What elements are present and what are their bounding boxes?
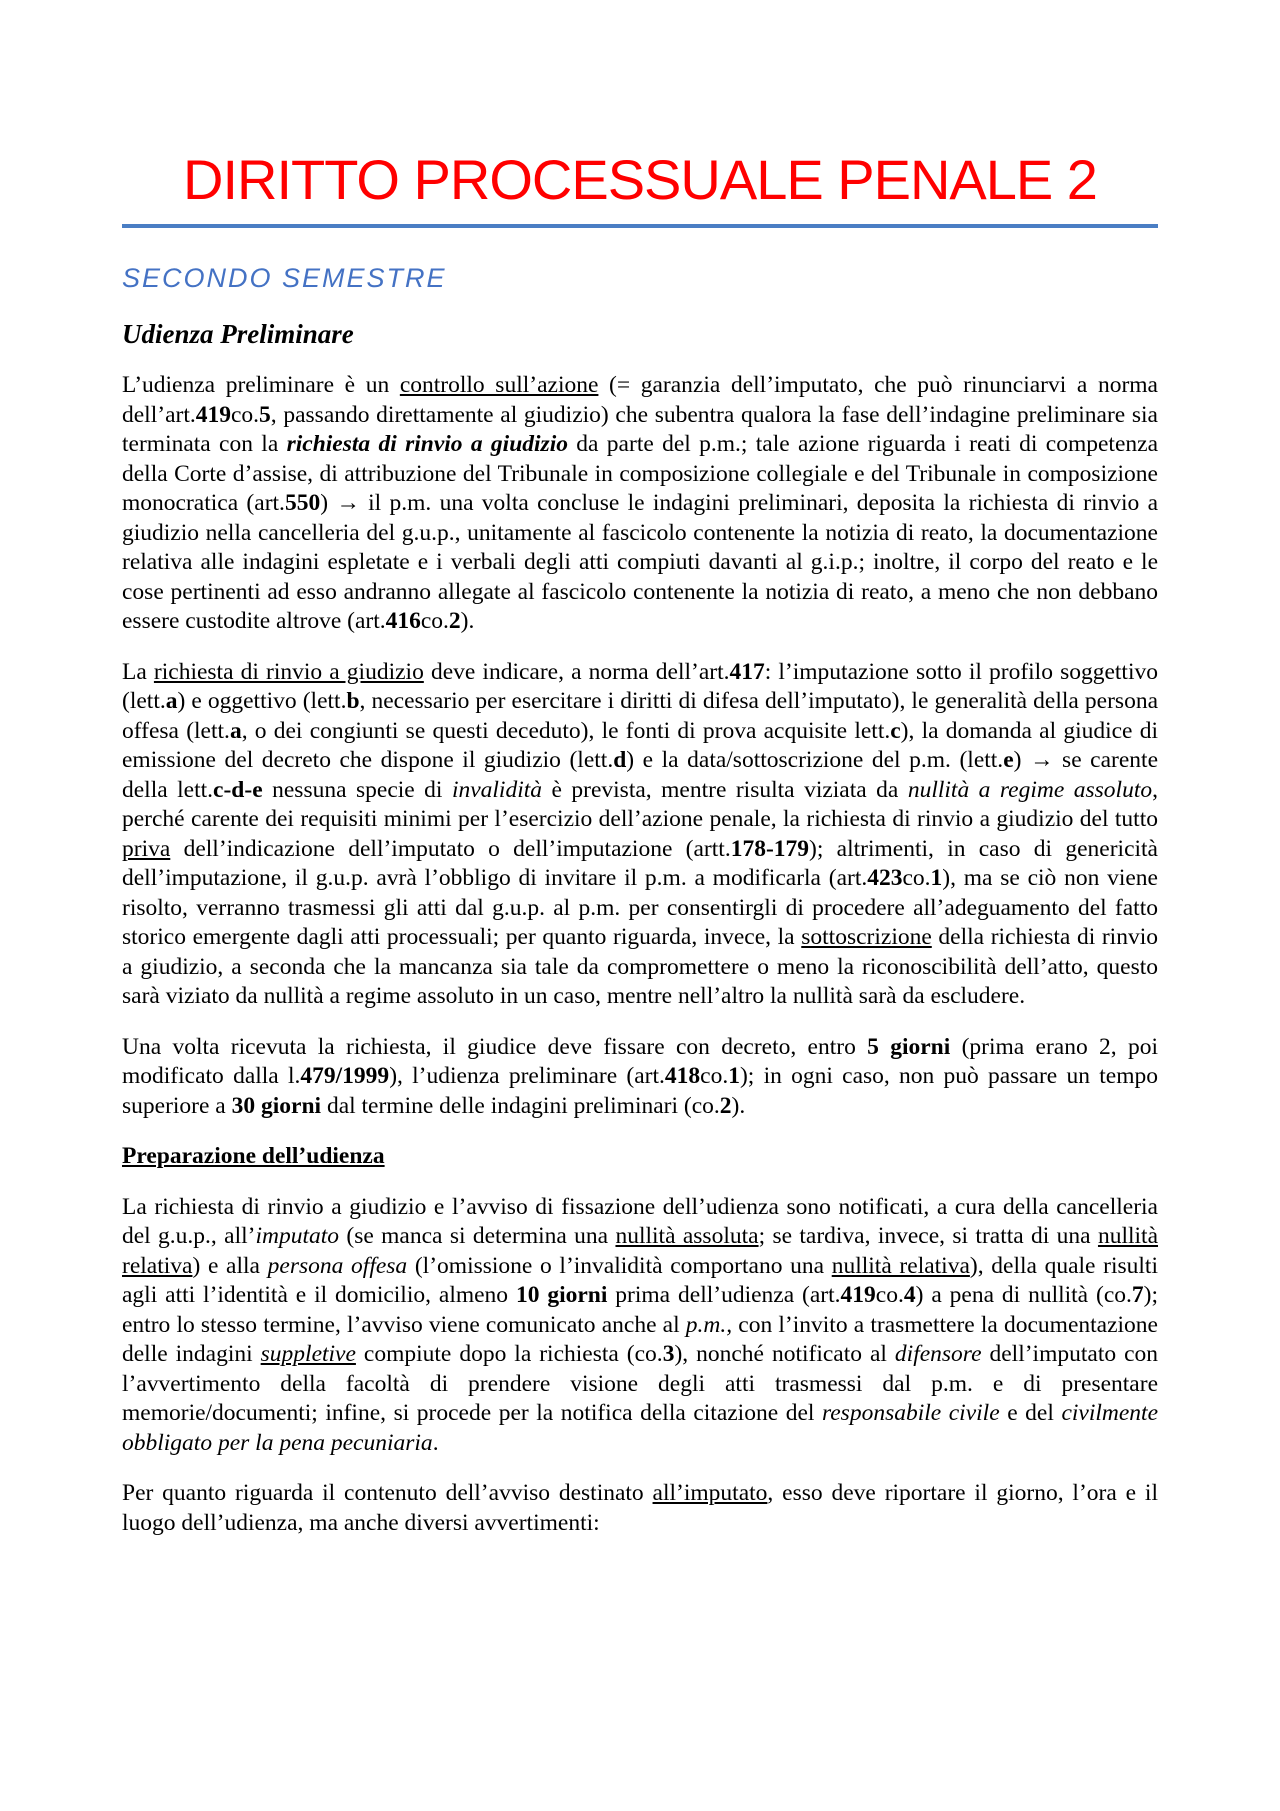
text-run: , necessario per esercitare i diritti di difesa dell’imputato), le generalità della persona offesa (lett. [122,688,1158,744]
text-run: 1 [728,1063,740,1089]
text-run: richiesta di rinvio a giudizio [153,658,424,685]
text-run: nullità assoluta [615,1223,759,1249]
text-run: co. [420,608,449,634]
text-run: ) e oggettivo (lett. [177,688,347,714]
text-run: ), la domanda al giudice di emissione del decreto che dispone il giudizio (lett. [122,717,1158,773]
text-run: 423 [867,865,903,891]
text-run: Udienza Preliminare [122,319,354,349]
text-run: ). [731,1092,746,1119]
text-run: p.m., [685,1311,733,1338]
text-run: , perché carente dei requisiti minimi per l’esercizio dell’azione penale, la richiesta di rinvio a giudizio del tutto [122,776,1158,832]
text-run: : l’imputazione sotto il profilo soggettivo (lett. [122,658,1158,714]
text-run: ); entro lo stesso termine, l’avviso viene comunicato anche al [122,1282,1158,1338]
text-run: deve indicare, a norma dell’art. [423,658,730,685]
text-run: 550 [284,490,321,516]
text-run: Una volta ricevuta la richiesta, il giudice deve fissare con decreto, entro [122,1033,868,1060]
text-run: dal termine delle indagini preliminari (co. [321,1092,720,1119]
text-run: Preparazione dell’udienza [122,1143,385,1169]
text-run: a [229,717,242,744]
paragraph [122,658,1158,1012]
text-run: ), ma se ciò non viene risolto, verranno trasmessi gli atti dal g.u.p. al p.m. per consentirgli di procedere all’adeguamento del fatto storico emergente dagli atti processuali; per quanto riguarda, invece, la [122,865,1158,950]
text-run: , o dei congiunti se questi deceduto), le fonti di prova acquisite lett. [241,717,891,744]
document-title: DIRITTO PROCESSUALE PENALE 2 [122,150,1158,228]
text-run: co. [875,1282,904,1308]
text-run: dell’indicazione dell’imputato o dell’imputazione (artt. [170,835,731,862]
text-run: 2 [448,608,461,634]
text-run: sottoscrizione [801,924,932,950]
text-run: co. [902,865,931,891]
text-run: ). [460,608,475,634]
text-run: (se manca si determina una [339,1223,616,1249]
document-page [122,0,1158,1538]
text-run: civilmente obbligato per la pena pecuniaria [122,1400,1159,1456]
text-run: ) [1013,747,1030,773]
text-run: persona offesa [267,1252,408,1279]
text-run: prima dell’udienza (art. [607,1282,841,1308]
document-body [122,317,1158,1538]
text-run: d [613,747,627,773]
text-run: ), della quale risulti agli atti l’identità e il domicilio, almeno [122,1252,1158,1308]
text-run: (prima erano 2, poi modificato dalla l. [122,1033,1159,1089]
text-run: 10 giorni [515,1282,608,1308]
text-run: ; se tardiva, invece, si tratta di una [758,1223,1098,1249]
text-run: nullità relativa [831,1252,970,1279]
text-run: invalidità [451,776,543,803]
text-run: La richiesta di rinvio a giudizio e l’avviso di fissazione dell’udienza sono notificati, a cura della cancelleria del g.u.p., all’ [122,1193,1158,1249]
text-run: dell’imputato con l’avvertimento della facoltà di prendere visione degli atti trasmessi dal p.m. e di presentare memorie/documenti; infine, si procede per la notifica della citazione del [122,1341,1159,1426]
text-run: nessuna specie di [262,776,452,803]
text-run: 5 giorni [867,1033,951,1060]
text-run: controllo sull’azione [399,372,599,398]
text-run: e del [999,1400,1062,1426]
text-run: 419 [840,1282,876,1308]
text-run: suppletive [260,1341,356,1367]
text-run: nullità a regime assoluto [907,776,1153,803]
text-run: con l’invito a trasmettere la documentazione delle indagini [122,1311,1158,1367]
text-run: 178-179 [730,835,810,862]
text-run: è prevista, mentre risulta viziata da [542,776,908,803]
text-run: 2 [719,1092,732,1119]
text-run: responsabile civile [821,1400,1000,1426]
text-run: (= garanzia dell’imputato, che può rinunciarvi a norma dell’art. [122,372,1158,428]
text-run: imputato [255,1223,340,1249]
text-run: c-d-e [213,776,263,803]
text-run: ) e alla [192,1252,268,1279]
paragraph [122,371,1158,637]
text-run: 3 [662,1341,675,1367]
text-run: della richiesta di rinvio a giudizio, a seconda che la mancanza sia tale da compromettere o meno la riconoscibilità dell’atto, questo sarà viziato da nullità a regime assoluto in un caso, mentre nell’altro la nullità sarà da escludere. [122,924,1158,1009]
text-run: ), l’udienza preliminare (art. [389,1063,665,1089]
text-run: ); altrimenti, in caso di genericità dell’imputazione, il g.u.p. avrà l’obbligo di invitare il p.m. a modificarla (art. [122,835,1158,891]
text-run: (l’omissione o l’invalidità comportano una [407,1252,832,1279]
sub-heading [122,1142,1158,1172]
text-run: ) [320,490,337,516]
text-run: 479/1999 [300,1063,390,1089]
text-run: → [1030,747,1054,773]
paragraph [122,1479,1158,1538]
text-run: c [890,717,901,744]
text-run: → [336,490,360,516]
text-run: compiute dopo la richiesta (co. [355,1341,663,1367]
text-run: 7 [1131,1282,1144,1308]
text-run: co. [700,1063,729,1089]
text-run: e [1003,747,1014,773]
text-run: , passando direttamente al giudizio) che subentra qualora la fase dell’indagine preliminare sia terminata con la [122,401,1158,457]
text-run: a [165,688,178,714]
text-run: ) a pena di nullità (co. [915,1282,1132,1308]
text-run: ) e la data/sottoscrizione del p.m. (lett. [626,747,1004,773]
text-run: Per quanto riguarda il contenuto dell’avviso destinato [122,1480,653,1506]
text-run: 418 [664,1063,701,1089]
text-run: ), nonché notificato al [674,1341,895,1367]
text-run: se carente della lett. [122,747,1158,803]
text-run: b [346,688,360,714]
text-run: 1 [930,865,943,891]
text-run: 4 [903,1282,916,1308]
text-run: all’imputato [652,1480,768,1506]
text-run: co. [230,401,260,428]
section-heading [122,317,1158,351]
text-run: La [122,658,154,685]
text-run: 416 [385,608,421,634]
text-run: 419 [195,401,231,428]
text-run: , esso deve riportare il giorno, l’ora e il luogo dell’udienza, ma anche diversi avvertimenti: [122,1480,1158,1536]
text-run: 417 [729,658,765,685]
text-run: L’udienza preliminare è un [122,372,400,398]
text-run: 30 giorni [231,1092,322,1119]
text-run: da parte del p.m.; tale azione riguarda i reati di competenza della Corte d’assise, di attribuzione del Tribunale in composizione collegiale e del Tribunale in composizione monocratica (art. [122,431,1158,516]
paragraph [122,1193,1158,1459]
text-run: priva [122,835,171,862]
text-run: 5 [259,401,271,428]
text-run: ); in ogni caso, non può passare un tempo superiore a [122,1063,1158,1119]
text-run: nullità relativa [122,1223,1159,1279]
document-subtitle: SECONDO SEMESTRE [122,263,447,293]
text-run: il p.m. una volta concluse le indagini preliminari, deposita la richiesta di rinvio a giudizio nella cancelleria del g.u.p., unitamente al fascicolo contenente la notizia di reato, la documentazione relativa alle indagini espletate e i verbali degli atti compiuti davanti al g.i.p.; inoltre, il corpo del reato e le cose pertinenti ad esso andranno allegate al fascicolo contenente la notizia di reato, a meno che non debbano essere custodite altrove (art. [122,490,1159,634]
text-run: difensore [894,1341,982,1367]
text-run: . [432,1429,439,1456]
paragraph [122,1033,1158,1122]
text-run: richiesta di rinvio a giudizio [286,431,568,457]
